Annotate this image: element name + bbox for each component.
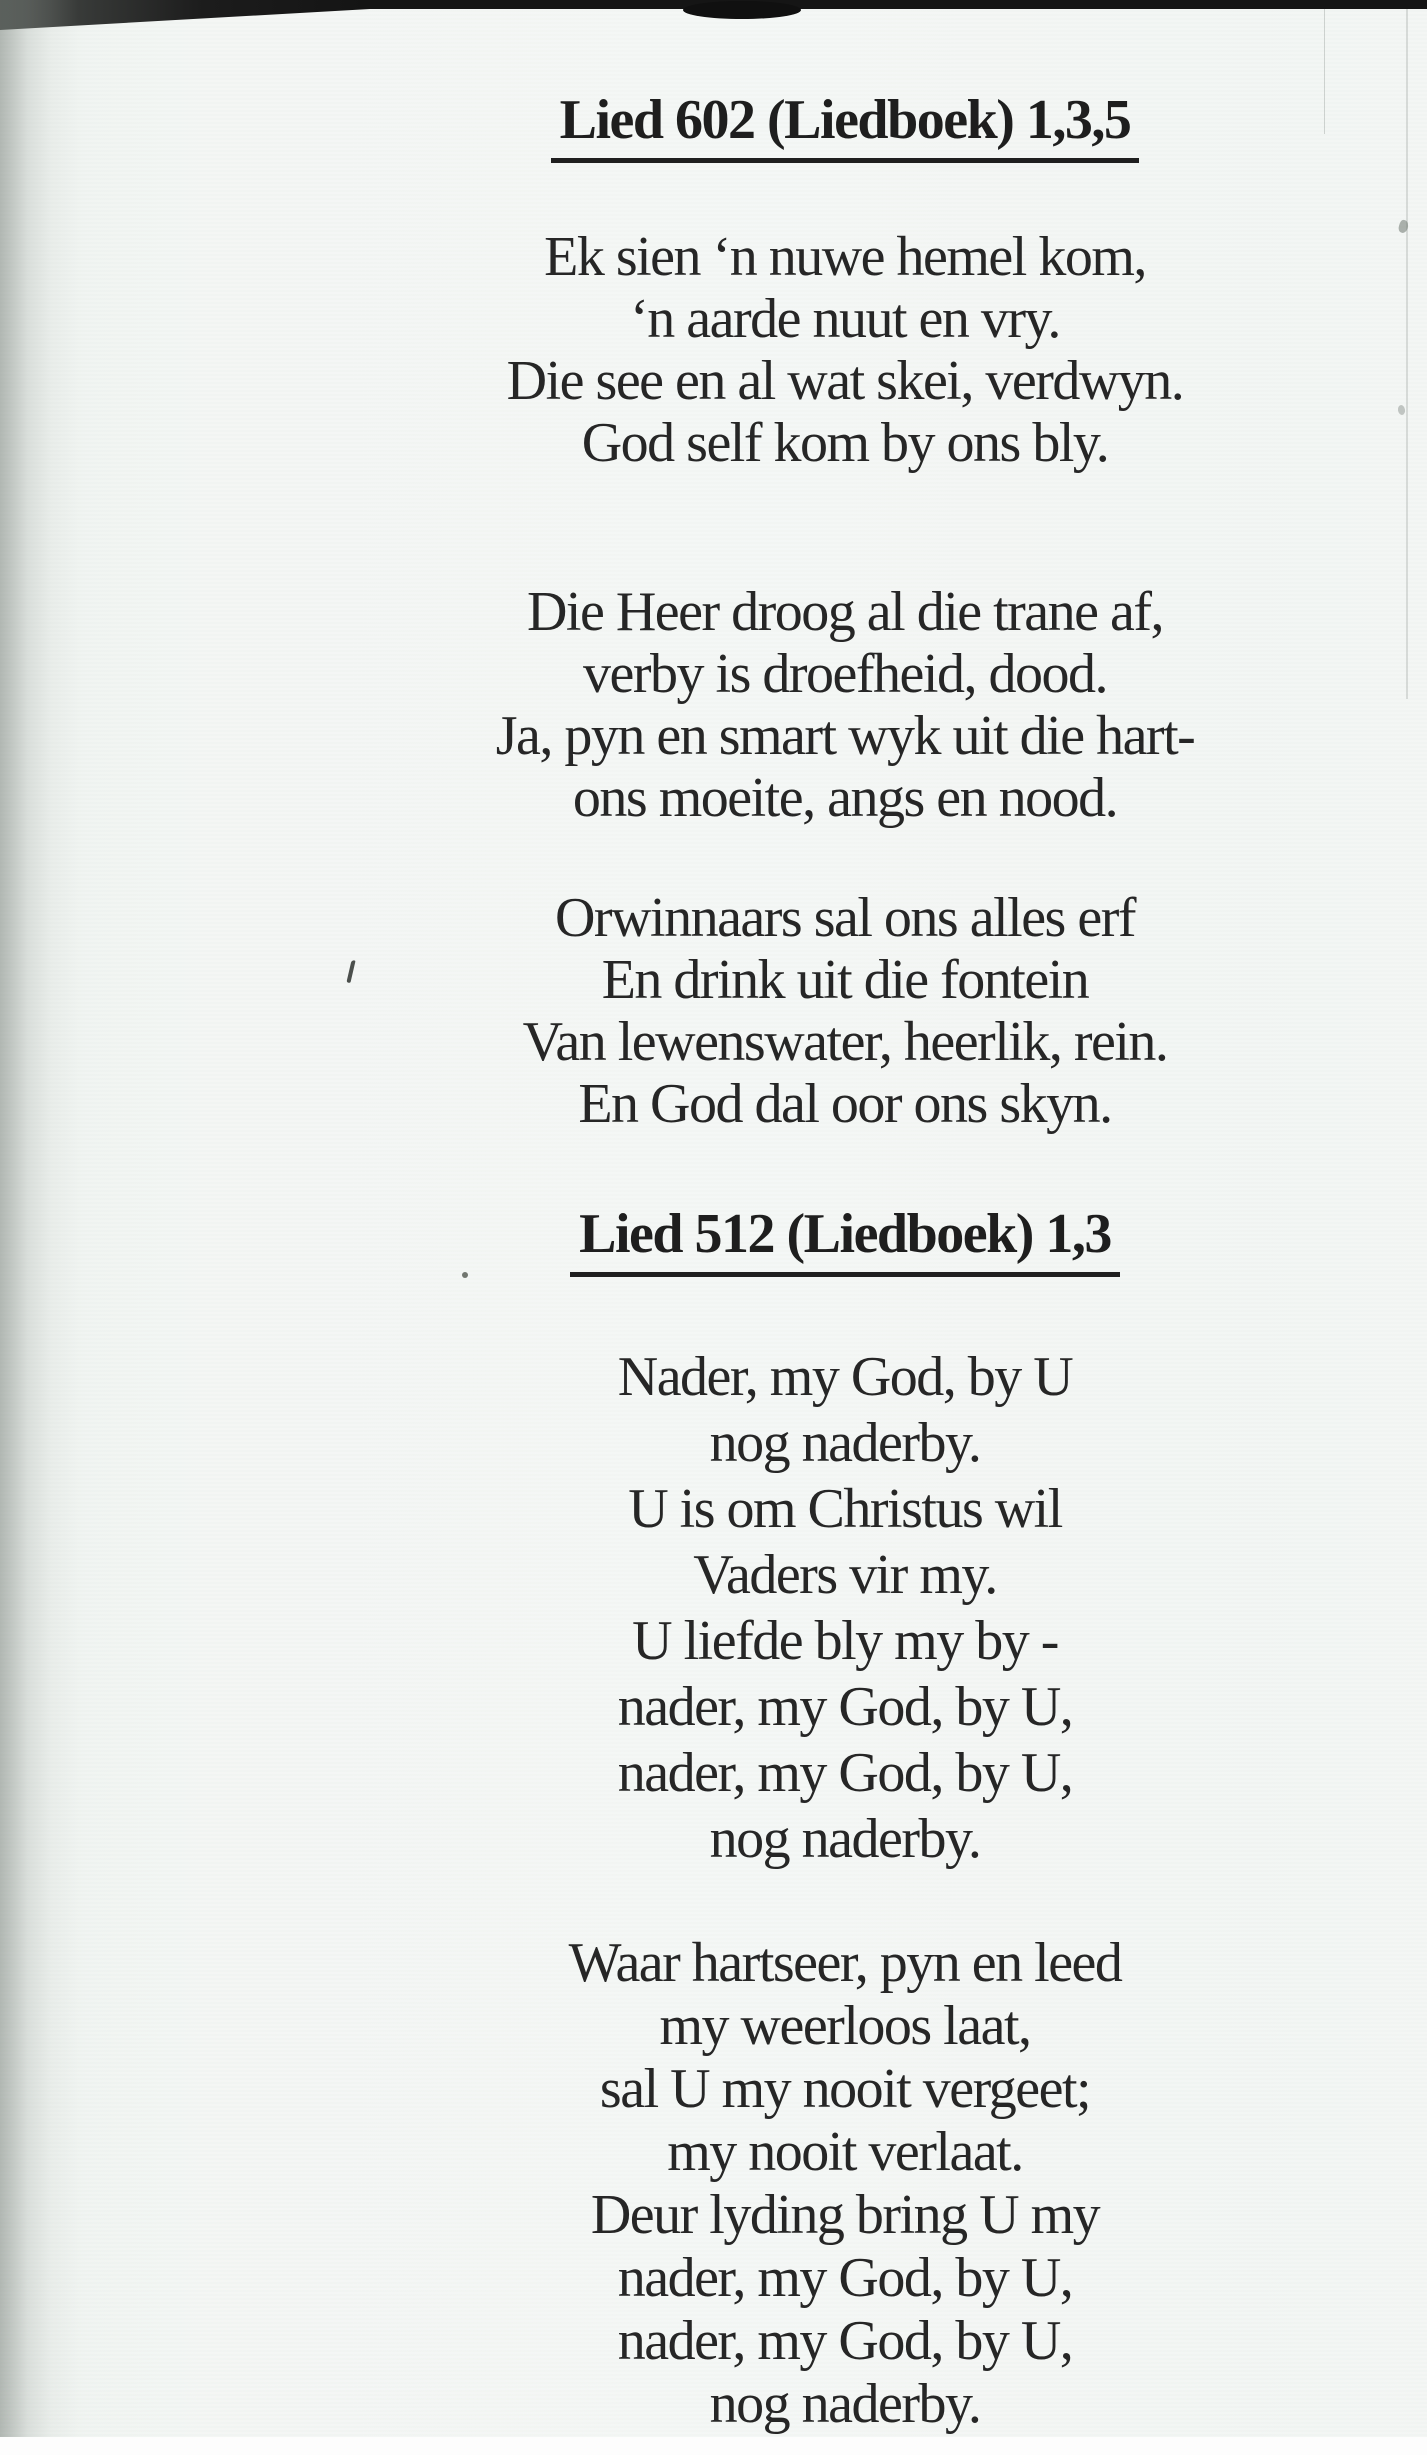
lyric-line: U is om Christus wil — [628, 1478, 1062, 1540]
lyric-line: Ja, pyn en smart wyk uit die hart- — [495, 705, 1195, 767]
song-title-lied-512 — [220, 1199, 1427, 1277]
lied-602-stanza-3 — [220, 581, 1427, 829]
lyric-line: Ek sien ‘n nuwe hemel kom, — [544, 226, 1146, 288]
lyric-line: Vaders vir my. — [693, 1544, 997, 1606]
lyric-line: my nooit verlaat. — [667, 2121, 1023, 2183]
lyric-line: ons moeite, angs en nood. — [572, 767, 1118, 829]
lyric-line: ‘n aarde nuut en vry. — [630, 288, 1060, 350]
lyric-line: En God dal oor ons skyn. — [578, 1073, 1112, 1135]
scan-bottom-edge — [0, 2437, 1427, 2455]
lyric-line: En drink uit die fontein — [601, 949, 1089, 1011]
song-title-underlined-text: Lied 512 (Liedboek) 1,3 — [570, 1199, 1120, 1277]
lyric-line: Orwinnaars sal ons alles erf — [554, 887, 1135, 949]
lyric-line: Nader, my God, by U — [617, 1346, 1073, 1408]
lied-512-stanza-3 — [220, 1932, 1427, 2436]
lyric-line: nader, my God, by U, — [617, 2310, 1073, 2372]
lyric-line: Die see en al wat skei, verdwyn. — [506, 350, 1184, 412]
lyric-line: my weerloos laat, — [659, 1995, 1031, 2057]
lyric-line: nader, my God, by U, — [617, 2247, 1073, 2309]
lyric-line: sal U my nooit vergeet; — [599, 2058, 1091, 2120]
lied-602-stanza-1 — [220, 226, 1427, 474]
song-title-underlined-text: Lied 602 (Liedboek) 1,3,5 — [551, 85, 1140, 163]
lyric-line: Die Heer droog al die trane af, — [526, 581, 1164, 643]
scan-left-shadow — [0, 0, 78, 2437]
lyric-line: nog naderby. — [709, 2373, 981, 2435]
lyric-line: Deur lyding bring U my — [590, 2184, 1100, 2246]
lied-512-stanza-1 — [220, 1344, 1427, 1872]
lyric-line: verby is droefheid, dood. — [583, 643, 1107, 705]
song-title-lied-602 — [220, 85, 1427, 163]
hymn-text-column — [220, 0, 1427, 2436]
lyric-line: Waar hartseer, pyn en leed — [568, 1932, 1122, 1994]
lyric-line: nader, my God, by U, — [617, 1742, 1073, 1804]
lyric-line: God self kom by ons bly. — [581, 412, 1109, 474]
lyric-line: nog naderby. — [709, 1412, 981, 1474]
lyric-line: nog naderby. — [709, 1808, 981, 1870]
lyric-line: U liefde bly my by - — [632, 1610, 1058, 1672]
lied-602-stanza-5 — [220, 887, 1427, 1135]
lyric-line: Van lewenswater, heerlik, rein. — [522, 1011, 1168, 1073]
lyric-line: nader, my God, by U, — [617, 1676, 1073, 1738]
